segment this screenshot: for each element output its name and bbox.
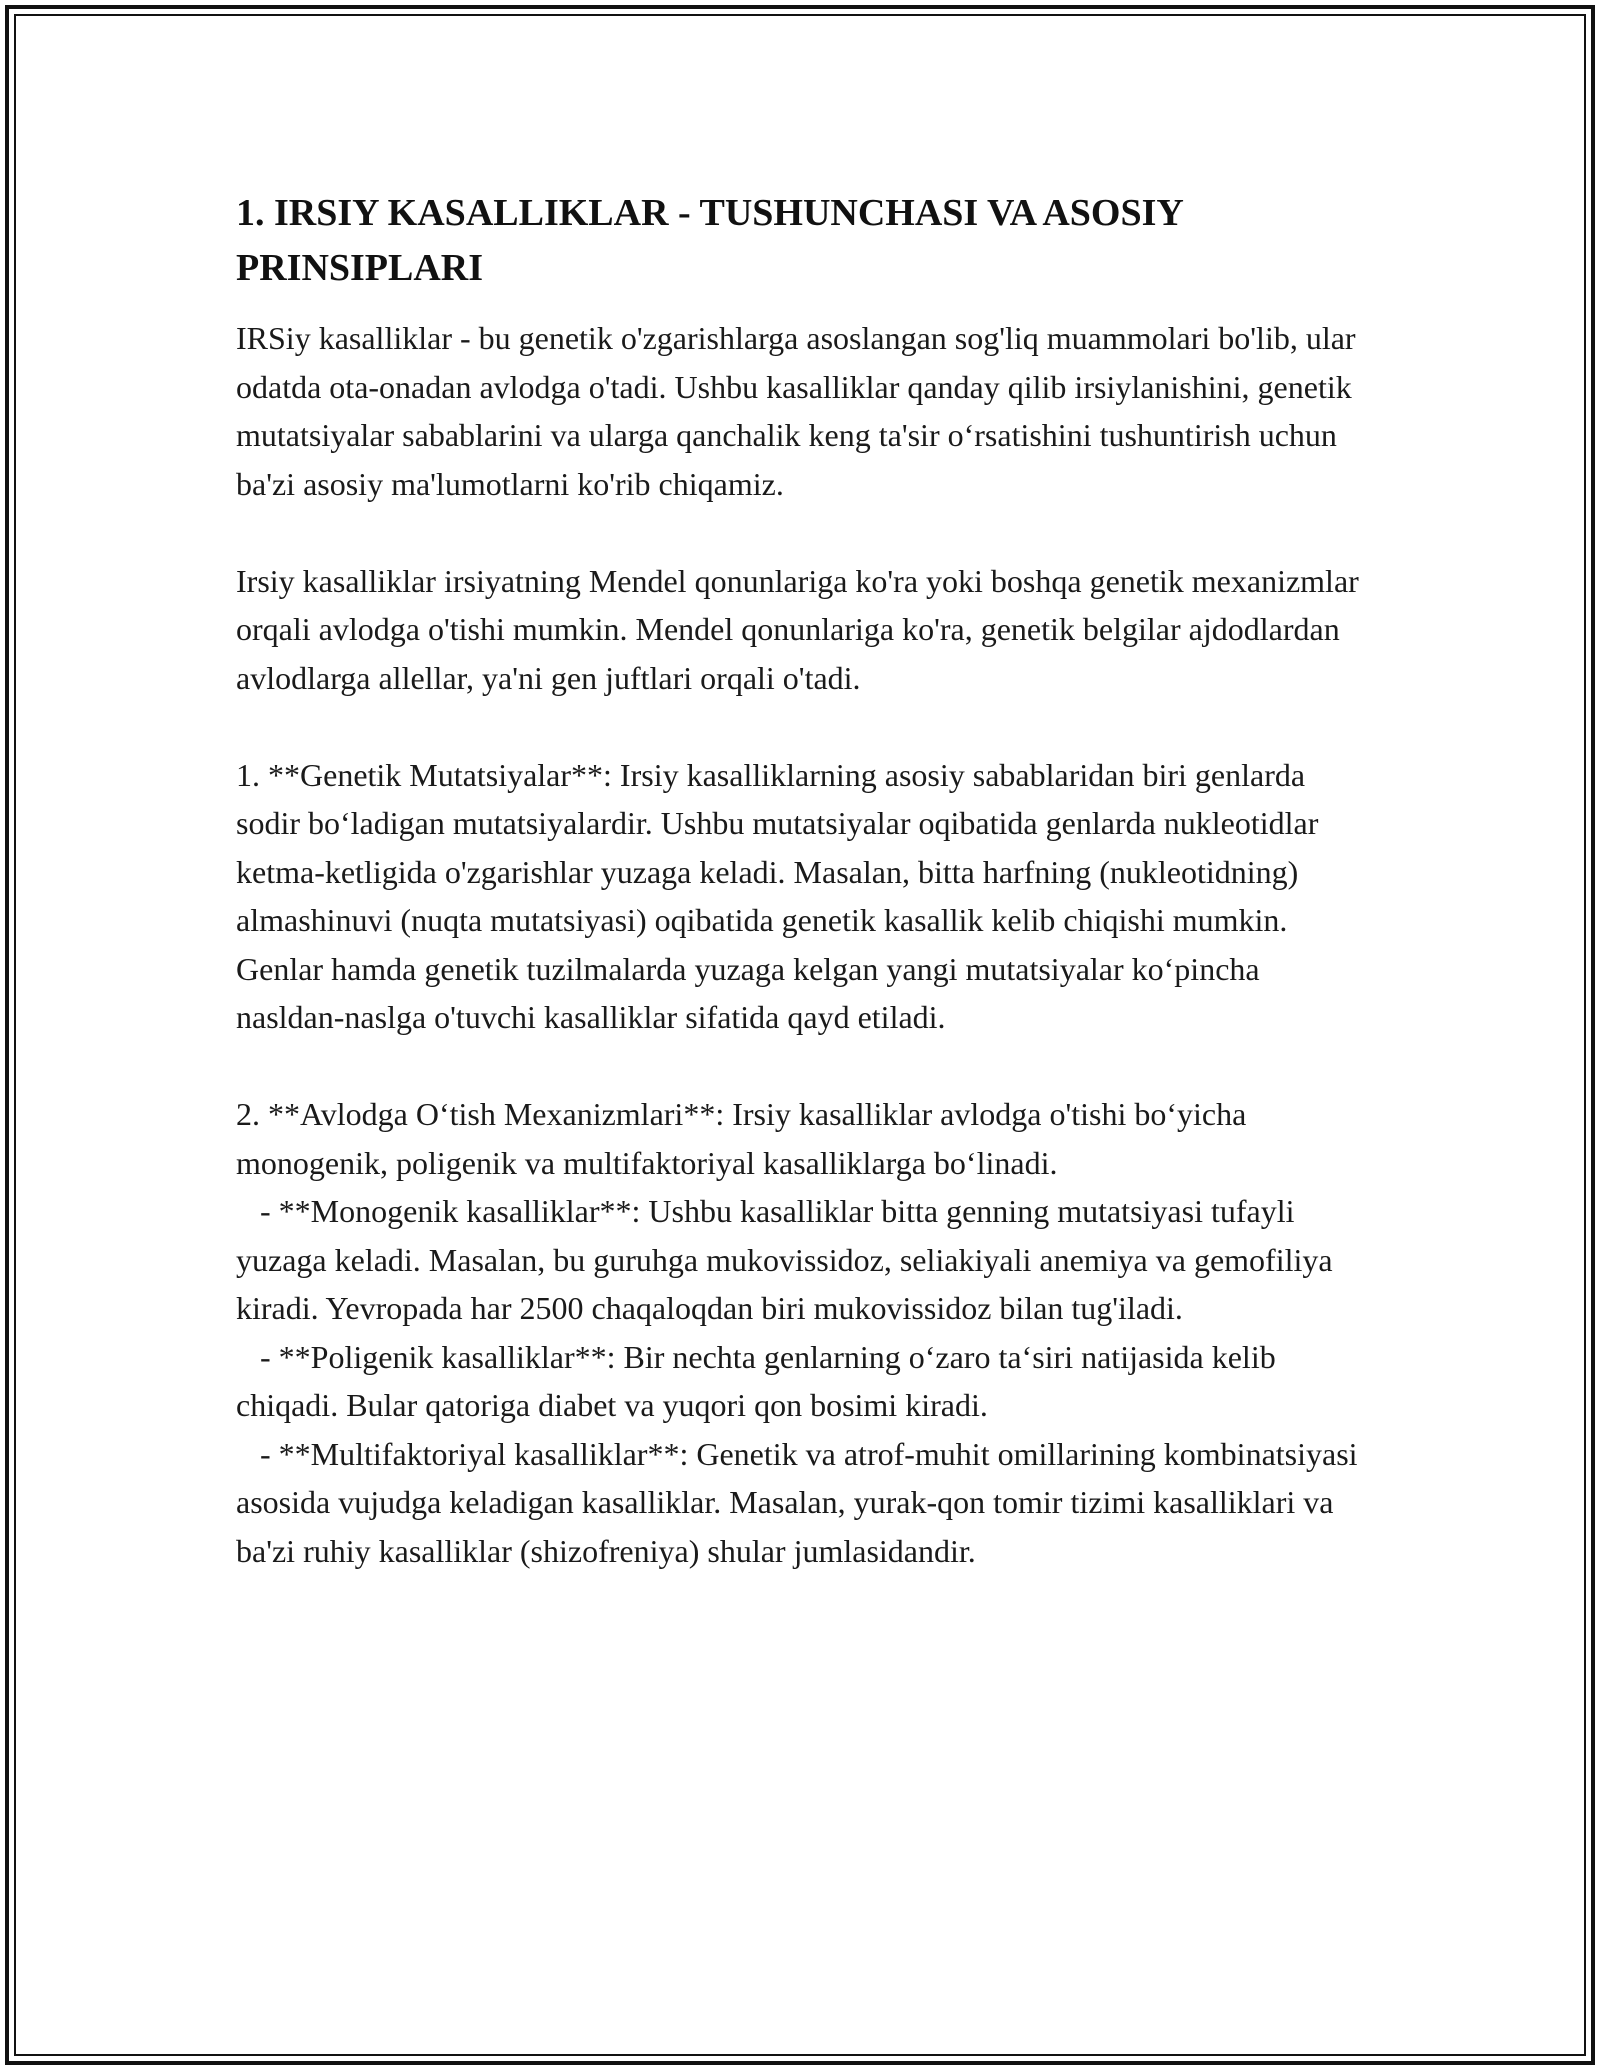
- document-body: [236, 186, 1366, 1624]
- list-item-polygenic: - **Poligenik kasalliklar**: Bir nechta genlarning o‘zaro ta‘siri natijasida kelib chiqadi. Bular qatoriga diabet va yuqori qon bosimi kiradi.: [236, 1338, 1284, 1423]
- list-item-monogenic: - **Monogenik kasalliklar**: Ushbu kasalliklar bitta genning mutatsiyasi tufayli yuzaga keladi. Masalan, bu guruhga mukovissidoz, seliakiyali anemiya va gemofiliya kiradi. Yevropada har 2500 chaqaloqdan biri mukovissidoz bilan tug'iladi.: [236, 1193, 1341, 1326]
- section-inheritance-intro: 2. **Avlodga O‘tish Mexanizmlari**: Irsiy kasalliklar avlodga o'tishi bo‘yicha monogenik, poligenik va multifaktoriyal kasalliklarga bo‘linadi.: [236, 1096, 1255, 1181]
- paragraph-mendel: Irsiy kasalliklar irsiyatning Mendel qonunlariga ko'ra yoki boshqa genetik mexanizmlar orqali avlodga o'tishi mumkin. Mendel qonunlariga ko'ra, genetik belgilar ajdodlardan avlodlarga allellar, ya'ni gen juftlari orqali o'tadi.: [236, 562, 1359, 696]
- list-item-multifactorial: - **Multifaktoriyal kasalliklar**: Genetik va atrof-muhit omillarining kombinatsiyasi asosida vujudga keladigan kasalliklar. Masalan, yurak-qon tomir tizimi kasalliklari va ba'zi ruhiy kasalliklar (shizofreniya) shular jumlasidandir.: [236, 1435, 1366, 1569]
- section-inheritance-mechanisms: [236, 1090, 1366, 1575]
- paragraph-genetic-mutations: 1. **Genetik Mutatsiyalar**: Irsiy kasalliklarning asosiy sabablaridan biri genlarda sodir bo‘ladigan mutatsiyalardir. Ushbu mutatsiyalar oqibatida genlarda nukleotidlar ketma-ketligida o'zgarishlar yuzaga keladi. Masalan, bitta harfning (nukleotidning) almashinuvi (nuqta mutatsiyasi) oqibatida genetik kasallik kelib chiqishi mumkin. Genlar hamda genetik tuzilmalarda yuzaga kelgan yangi mutatsiyalar ko‘pincha nasldan-naslga o'tuvchi kasalliklar sifatida qayd etiladi.: [236, 756, 1319, 1035]
- paragraph-intro: IRSiy kasalliklar - bu genetik o'zgarishlarga asoslangan sog'liq muammolari bo'lib, ular odatda ota-onadan avlodga o'tadi. Ushbu kasalliklar qanday qilib irsiylanishini, genetik mutatsiyalar sabablarini va ularga qanchalik keng ta'sir o‘rsatishini tushuntirish uchun ba'zi asosiy ma'lumotlarni ko'rib chiqamiz.: [236, 320, 1356, 502]
- document-title: 1. IRSIY KASALLIKLAR - TUSHUNCHASI VA ASOSIY PRINSIPLARI: [236, 192, 1183, 289]
